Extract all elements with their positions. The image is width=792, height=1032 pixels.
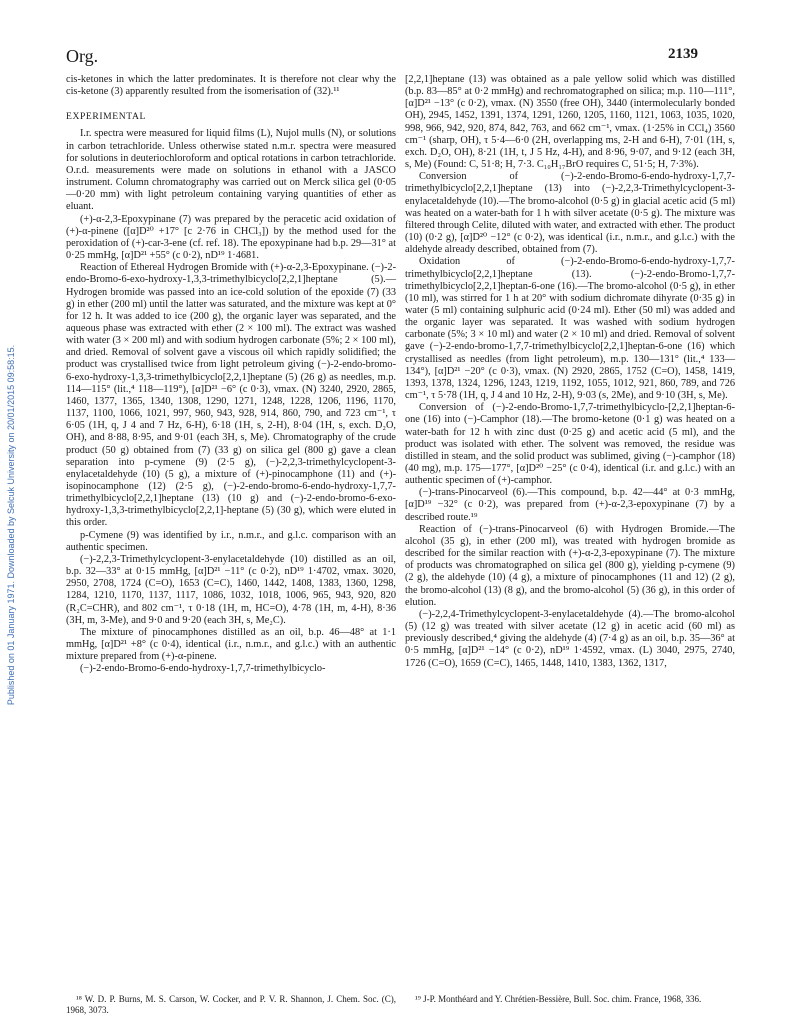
footnote-left [66, 994, 396, 1016]
footnote-right [405, 994, 735, 1005]
paragraph: (−)-2-endo-Bromo-6-endo-hydroxy-1,7,7-trimethylbicyclo- [80, 663, 326, 675]
paragraph: (−)-2,2,4-Trimethylcyclopent-3-enylacetaldehyde (4).—The bromo-alcohol (5) (12 g) was treated with silver acetate (12 g) in acetic acid (60 ml) as previously described,⁴ giving the aldehyde (4) (7·4 g) as an oil, b.p. 35—36° at 0·5 mmHg, [α]D²¹ −14° (c 0·2), nD¹⁹ 1·4592, νmax. (L) 3040, 2975, 2740, 1726 (C=O), 1659 (C=C), 1465, 1448, 1410, 1383, 1362, 1317, [405, 608, 735, 669]
paragraph: Conversion of (−)-2-endo-Bromo-6-endo-hydroxy-1,7,7-trimethylbicyclo[2,2,1]heptane (13) into (−)-2,2,3-Trimethylcyclopent-3-enylacetaldehyde (10).—The bromo-alcohol (0·5 g) in glacial acetic acid (5 ml) was heated on a water-bath for 1 h with silver acetate (0·5 g). The mixture was filtered through Celite, diluted with water, and extracted with ether. The product (10) (0·2 g), [α]D²⁰ −12° (c 0·2), was identical (i.r., n.m.r., and g.l.c.) with the aldehyde already described, obtained from (7). [405, 171, 735, 256]
paragraph: Reaction of Ethereal Hydrogen Bromide with (+)-α-2,3-Epoxypinane. (−)-2-endo-Bromo-6-exo-hydroxy-1,3,3-trimethylbicyclo[2,2,1]heptane (5).—Hydrogen bromide was passed into an ice-cold solution of the epoxide (7) (33 g) in ether (200 ml) until the latter was saturated, and the mixture was kept at 0° for 12 h. It was added to ice (200 g), the organic layer was separated, and the aqueous phase was extracted with ether (2 × 100 ml). The extract was washed with water (3 × 200 ml) and with sodium hydrogen carbonate (5%; 2 × 100 ml), and dried. Removal of solvent gave a viscous oil which rapidly solidified; the product was crystallised twice from light petroleum giving (−)-2-endo-bromo-6-exo-hydroxy-1,3,3-trimethylbicyclo[2,2,1]heptane (5) (26 g) as needles, m.p. 114—115° (lit.,⁴ 118—119°), [α]D²¹ −6° (c 0·3), νmax. (N) 3240, 2920, 2865, 1460, 1377, 1365, 1340, 1308, 1290, 1271, 1248, 1228, 1206, 1196, 1170, 1137, 1100, 1066, 1021, 997, 960, 943, 928, 914, 860, 790, and 723 cm⁻¹, τ 6·05 (1H, q, J 4 and 7 Hz, 6-H), 6·18 (1H, s, 2-H), 8·04 (1H, s, exch. D₂O, OH), and 8·88, 8·95, and 9·01 (each 3H, s, Me). Chromatography of the crude product (50 g) obtained from (7) (33 g) on silica gel (800 g) gave a clean separation into p-cymene (9) (2·5 g), (−)-2,2,3-trimethylcyclopent-3-enylacetaldehyde (10) (5 g), a mixture of (+)-pinocamphone (11) and (+)-isopinocamphone (12) (2·5 g), (−)-2-endo-bromo-6-endo-hydroxy-1,7,7-trimethylbicyclo[2,2,1]heptane (13) (10 g) and (−)-2-endo-bromo-6-exo-hydroxy-1,3,3-trimethylbicyclo[2,2,1]-heptane (5) (30 g), which were eluted in this order. [66, 262, 396, 529]
paragraph: Oxidation of (−)-2-endo-Bromo-6-endo-hydroxy-1,7,7-trimethylbicyclo[2,2,1]heptane (13). (−)-2-endo-Bromo-1,7,7-trimethylbicyclo[2,2,1]heptan-6-one (16).—The bromo-alcohol (0·5 g), in ether (10 ml), was stirred for 1 h at 20° with sodium dichromate dihyrate (0·35 g) in water (5 ml) containing sulphuric acid (0·24 ml). Ether (50 ml) was added and the organic layer was separated. It was washed with sodium hydrogen carbonate (5%; 3 × 10 ml) and water (2 × 10 ml) and dried. Removal of solvent gave (−)-2-endo-bromo-1,7,7-trimethylbicyclo[2,2,1]heptan-6-one (16) which crystallised as needles (from light petroleum), m.p. 130—131° (lit.,⁴ 133—134°), [α]D²¹ −20° (c 0·3), νmax. (N) 2920, 2865, 1752 (C=O), 1458, 1419, 1393, 1378, 1324, 1296, 1243, 1219, 1192, 1055, 1012, 921, 860, 789, and 726 cm⁻¹, τ 5·78 (1H, q, J 4 and 10 Hz, 2-H), 9·03 (s, 2Me), and 9·10 (3H, s, Me). [405, 256, 735, 402]
paragraph: The mixture of pinocamphones distilled as an oil, b.p. 46—48° at 1·1 mmHg, [α]D²¹ +8° (c 0·4), identical (i.r., n.m.r., and g.l.c.) with an authentic mixture prepared from (+)-α-pinene. [66, 626, 396, 663]
paragraph: p-Cymene (9) was identified by i.r., n.m.r., and g.l.c. comparison with an authentic specimen. [66, 529, 396, 553]
paragraph: [2,2,1]heptane (13) was obtained as a pale yellow solid which was distilled (b.p. 83—85° at 0·2 mmHg) and rechromatographed on silica; m.p. 110—111°, [α]D²¹ −13° (c 0·2), νmax. (N) 3550 (free OH), 3440 (intermolecularly bonded OH), 2945, 1452, 1391, 1374, 1291, 1260, 1205, 1160, 1121, 1063, 1035, 1020, 998, 966, 942, 920, 874, 842, 763, and 662 cm⁻¹, νmax. (1·25% in CCl₄) 3560 cm⁻¹ (sharp, OH), τ 5·4—6·0 (2H, overlapping ms, 2-H and 6-H), 7·01 (1H, s, exch. D₂O, OH), 8·21 (1H, t, J 5 Hz, 4-H), and 8·96, 9·07, and 9·12 (each 3H, s, Me) (Found: C, 51·8; H, 7·3. C₁₀H₁₇BrO requires C, 51·5; H, 7·3%). [405, 74, 735, 171]
footnote: ¹⁹ J-P. Monthéard and Y. Chrétien-Bessière, Bull. Soc. chim. France, 1968, 336. [415, 994, 702, 1004]
section-heading: EXPERIMENTAL [66, 111, 146, 123]
left-column [66, 74, 396, 676]
paragraph: cis-ketones in which the latter predominates. It is therefore not clear why the cis-ketone (3) apparently resulted from the isomerisation of (32).¹¹ [66, 74, 396, 98]
watermark-text: Published on 01 January 1971. Downloaded by Selcuk University on 20/01/2015 09:58:15. [6, 344, 16, 706]
paragraph: (−)-2,2,3-Trimethylcyclopent-3-enylacetaldehyde (10) distilled as an oil, b.p. 32—33° at 0·15 mmHg, [α]D²¹ −11° (c 0·2), nD¹⁹ 1·4702, νmax. 3020, 2950, 2708, 1724 (C=O), 1653 (C=C), 1460, 1442, 1408, 1383, 1360, 1298, 1284, 1210, 1170, 1137, 1117, 1086, 1032, 1018, 1006, 965, 943, 920, 820 (R₂C=CHR), and 802 cm⁻¹, τ 0·18 (1H, m, HC=O), 4·78 (1H, m, 4-H), 8·36 (3H, m, 3-Me), and 9·0 and 9·20 (each 3H, s, Me₂C). [66, 553, 396, 626]
right-column [405, 74, 735, 670]
paragraph: I.r. spectra were measured for liquid films (L), Nujol mulls (N), or solutions in carbon tetrachloride. Unless otherwise stated n.m.r. spectra were measured for solutions in deuteriochloroform and optical rotations in carbon tetrachloride. O.r.d. measurements were made on solutions in ethanol with a JASCO instrument. Column chromatography was carried out on Merck silica gel (0·05—0·20 mm) with light petroleum containing varying quantities of ether as eluant. [66, 128, 396, 213]
download-watermark [4, 330, 18, 720]
paragraph: (+)-α-2,3-Epoxypinane (7) was prepared by the peracetic acid oxidation of (+)-α-pinene ([α]D²⁰ +17° [c 2·76 in CHCl₃]) by the method used for the peroxidation of (+)-car-3-ene (cf. ref. 18). The epoxypinane had b.p. 29—31° at 0·25 mmHg, [α]D²¹ +55° (c 0·2), nD¹⁹ 1·4681. [66, 213, 396, 262]
page-number: 2139 [668, 46, 698, 62]
paragraph: Reaction of (−)-trans-Pinocarveol (6) with Hydrogen Bromide.—The alcohol (35 g), in ether (200 ml), was treated with hydrogen bromide as described for the similar reaction with (+)-α-2,3-epoxypinane (7). The mixture of products was chromatographed on silica gel (800 g), yielding p-cymene (9) (2 g), the aldehyde (10) (4 g), a mixture of pinocamphones (11 and 12) (2 g), the bromo-alcohol (13) (8 g), and the bromo-alcohol (5) (36 g), in this order of elution. [405, 523, 735, 608]
paragraph: (−)-trans-Pinocarveol (6).—This compound, b.p. 42—44° at 0·3 mmHg, [α]D¹⁹ −32° (c 0·2), was prepared from (+)-α-2,3-epoxypinane (7) by a described route.¹⁹ [405, 487, 735, 523]
footnote: ¹⁸ W. D. P. Burns, M. S. Carson, W. Cocker, and P. V. R. Shannon, J. Chem. Soc. (C), 1968, 3073. [66, 994, 396, 1015]
journal-name: Org. [66, 46, 99, 66]
paragraph: Conversion of (−)-2-endo-Bromo-1,7,7-trimethylbicyclo-[2,2,1]heptan-6-one (16) into (−)-Camphor (18).—The bromo-ketone (0·1 g) was heated on a water-bath for 12 h with zinc dust (0·25 g) and acetic acid (5 ml), and the product was isolated with ether. The solvent was removed, the residue was distilled in steam, and the solid product was sublimed, giving (−)-camphor (18) (40 mg), m.p. 175—177°, [α]D²⁰ −25° (c 0·4), identical (i.r. and g.l.c.) with an authentic specimen of (+)-camphor. [405, 402, 735, 487]
